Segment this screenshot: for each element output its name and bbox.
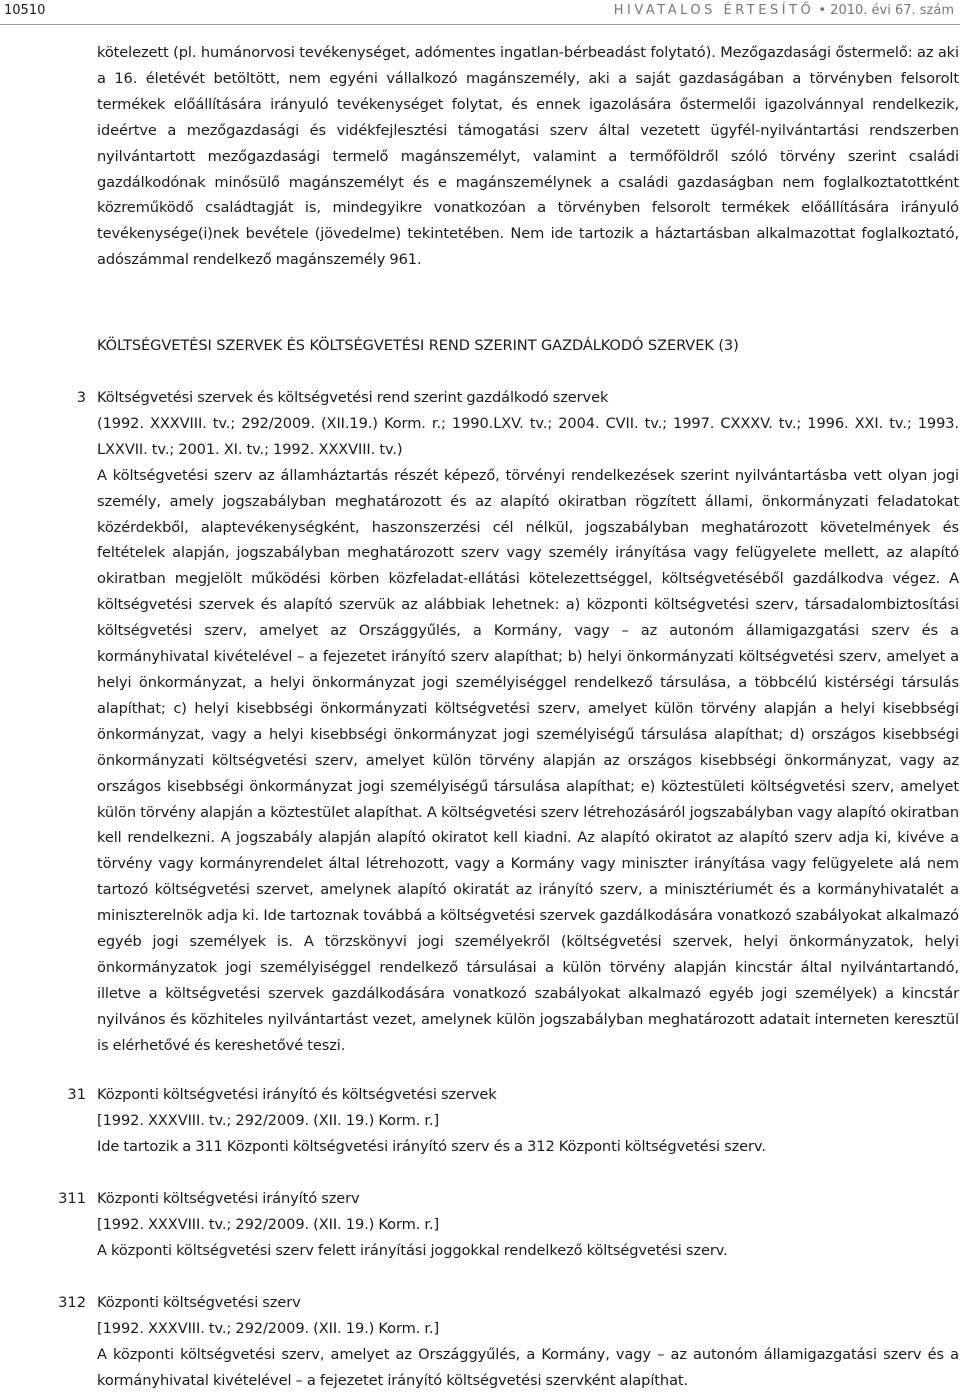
entry-legal-reference: (1992. XXXVIII. tv.; 292/2009. (XII.19.) Korm. r.; 1990.LXV. tv.; 2004. CVII. tv.; 1997. CXXXV. tv.; 1996. XXI. tv.; 1993. LXXVII. tv.; 2001. XI. tv.; 1992. XXXVIII. tv.)	[97, 414, 959, 458]
entry-code: 31	[67, 1086, 86, 1103]
entry-title: Központi költségvetési irányító szerv	[97, 1190, 360, 1207]
entry-code: 311	[58, 1190, 86, 1207]
separator-bullet: •	[818, 3, 827, 18]
issue-label: 2010. évi 67. szám	[830, 3, 954, 18]
entry-description: Ide tartozik a 311 Központi költségvetési irányító szerv és a 312 Központi költségvetési szerv.	[97, 1137, 766, 1155]
entry-legal-reference: [1992. XXXVIII. tv.; 292/2009. (XII. 19.) Korm. r.]	[97, 1319, 440, 1337]
publication-info	[614, 0, 954, 22]
running-header	[0, 0, 960, 22]
entry-legal-reference: [1992. XXXVIII. tv.; 292/2009. (XII. 19.) Korm. r.]	[97, 1111, 440, 1129]
continuation-paragraph: kötelezett (pl. humánorvosi tevékenységet, adómentes ingatlan-bérbeadást folytató). Mezőgazdasági őstermelő: az aki a 16. életévét betöltött, nem egyéni vállalkozó magánszemély, aki a saját gazdaságában a törvényben felsorolt termékek előállítására irányuló tevékenységet folytat, és ennek igazolására őstermelői igazolvánnyal rendelkezik, ideértve a mezőgazdasági és vidékfejlesztési támogatási szerv által vezetett ügyfél-nyilvántartási rendszerben nyilvántartott mezőgazdasági termelő magánszemélyt, valamint a termőföldről szóló törvény szerint családi gazdálkodónak minősülő magánszemélyt és e magánszemélynek a családi gazdaságban nem foglalkoztatottként közreműködő családtagját is, mindegyikre vonatkozóan a törvényben felsorolt termékek előállítására irányuló tevékenysége(i)nek bevétele (jövedelme) tekintetében. Nem ide tartozik a háztartásban alkalmazottat foglalkoztató, adószámmal rendelkező magánszemély 961.	[97, 44, 959, 269]
entry-legal-reference: [1992. XXXVIII. tv.; 292/2009. (XII. 19.) Korm. r.]	[97, 1215, 440, 1233]
page-number: 10510	[4, 3, 46, 18]
entry-description: A központi költségvetési szerv felett irányítási joggokkal rendelkező költségvetési szerv.	[97, 1241, 728, 1259]
section-heading: KÖLTSÉGVETÉSI SZERVEK ÉS KÖLTSÉGVETÉSI REND SZERINT GAZDÁLKODÓ SZERVEK (3)	[97, 337, 739, 354]
entry-code: 3	[76, 389, 86, 406]
entry-title: Költségvetési szervek és költségvetési rend szerint gazdálkodó szervek	[97, 389, 609, 406]
entry-title: Központi költségvetési szerv	[97, 1294, 301, 1311]
entry-code: 312	[58, 1294, 86, 1311]
entry-description: A központi költségvetési szerv, amelyet az Országgyűlés, a Kormány, vagy – az autonóm államigazgatási szerv és a kormányhivatal kivételével – a fejezetet irányító költségvetési szervként alapíthat.	[97, 1345, 959, 1389]
header-divider	[0, 24, 960, 25]
entry-description: A költségvetési szerv az államháztartás részét képező, törvényi rendelkezések szerint nyilvántartásba vett olyan jogi személy, amely jogszabályban meghatározott és az alapító okiratban rögzített állami, önkormányzati feladatokat közérdekből, alaptevékenységként, haszonszerzési cél nélkül, jogszabályban meghatározott követelmények és feltételek alapján, jogszabályban meghatározott szerv vagy személy irányítása vagy felügyelete mellett, az alapító okiratban megjelölt működési körben közfeladat-ellátási kötelezettséggel, költségvetéséből gazdálkodva végez. A költségvetési szervek és alapító szervük az alábbiak lehetnek: a) központi költségvetési szerv, társadalombiztosítási költségvetési szerv, amelyet az Országgyűlés, a Kormány, vagy – az autonóm államigazgatási szerv és a kormányhivatal kivételével – a fejezetet irányító szerv alapíthat; b) helyi önkormányzati költségvetési szerv, amelyet a helyi önkormányzat, a helyi önkormányzat jogi személyiséggel rendelkező társulása, a többcélú kistérségi társulás alapíthat; c) helyi kisebbségi önkormányzati költségvetési szerv, amelyet külön törvény alapján a helyi kisebbségi önkormányzat, vagy a helyi kisebbségi önkormányzat jogi személyiségű társulása alapíthat; d) országos kisebbségi önkormányzati költségvetési szerv, amelyet külön törvény alapján az országos kisebbségi önkormányzat, vagy az országos kisebbségi önkormányzat jogi személyiségű társulása alapíthat; e) köztestületi költségvetési szerv, amelyet külön törvény alapján a köztestület alapíthat. A költségvetési szerv létrehozásáról jogszabályban vagy alapító okiratban kell rendelkezni. A jogszabály alapján alapító okiratot kell kiadni. Az alapító okiratot az alapító szerv adja ki, kivéve a törvény vagy kormányrendelet által létrehozott, vagy a Kormány vagy miniszter irányítása vagy felügyelete alá nem tartozó költségvetési szervet, amelynek alapító okiratát az irányító szerv, a minisztériumét és a kormányhivatalét a miniszterelnök adja ki. Ide tartoznak továbbá a költségvetési szervek gazdálkodására vonatkozó szabályokat alkalmazó egyéb jogi személyek is. A törzskönyvi jogi személyekről (költségvetési szervek, helyi önkormányzatok, helyi önkormányzatok jogi személyiséggel rendelkező társulásai a külön törvény alapján kincstár által nyilvántartandó, illetve a költségvetési szervek gazdálkodására vonatkozó szabályokat alkalmazó egyéb jogi személyek) a kincstár nyilvános és közhiteles nyilvántartást vezet, amelynek külön jogszabályban meghatározott adatait interneten keresztül is elérhetővé és kereshetővé teszi.	[97, 466, 959, 1054]
entry-title: Központi költségvetési irányító és költségvetési szervek	[97, 1086, 497, 1103]
publication-title: HIVATALOS ÉRTESÍTŐ	[613, 3, 815, 18]
